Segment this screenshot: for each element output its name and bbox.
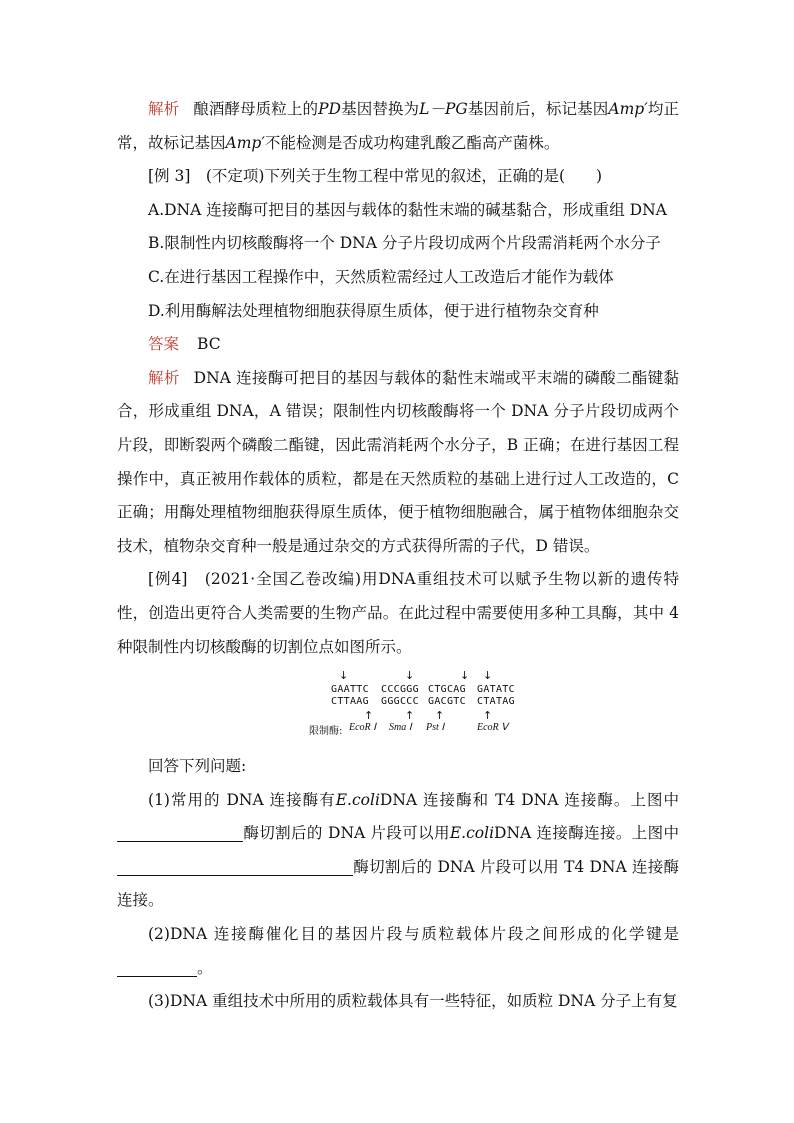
question-3: (3)DNA 重组技术中所用的质粒载体具有一些特征，如质粒 DNA 分子上有复: [148, 992, 678, 1011]
top-strand-ecorv: GATATC: [477, 684, 515, 696]
enzyme-smai: Sma Ⅰ: [389, 722, 412, 734]
top-strand-smai: CCCGGG: [381, 684, 419, 696]
top-strand-ecori: GAATTC: [331, 684, 369, 696]
bottom-strand-smai: GGGCCC: [381, 696, 419, 708]
analysis-paragraph-1: 解析 酿酒酵母质粒上的PD基因替换为L－PG基因前后，标记基因Amp′均正常，故标记基因Amp′不能检测是否成功构建乳酸乙酯高产菌株。: [117, 100, 679, 152]
option-c: C.在进行基因工程操作中，天然质粒需经过人工改造后才能作为载体: [148, 267, 614, 286]
cut-arrow-up: ↑: [435, 709, 445, 723]
cut-arrow-up: ↑: [364, 709, 374, 723]
question-2: (2)DNA 连接酶催化目的基因片段与质粒载体片段之间形成的化学键是。: [117, 918, 679, 985]
bottom-strand-ecori: CTTAAG: [331, 696, 369, 708]
cut-arrow-down: ↓: [460, 669, 470, 683]
cut-arrow-up: ↑: [483, 709, 493, 723]
document-content: [117, 93, 679, 1019]
analysis-label: 解析: [148, 100, 180, 118]
enzyme-label: 限制酶:: [309, 726, 343, 738]
enzyme-psti: Pst Ⅰ: [426, 722, 445, 734]
example-4-stem: [例4] (2021·全国乙卷改编)用DNA重组技术可以赋予生物以新的遗传特性，创造出更符合人类需要的生物产品。在此过程中需要使用多种工具酶，其中 4 种限制性内切核酸酶的切割位点如图所示。: [117, 570, 679, 656]
analysis-paragraph-2: 解析 DNA 连接酶可把目的基因与载体的黏性末端或平末端的磷酸二酯键黏合，形成重组 DNA，A 错误；限制性内切核酸酶将一个 DNA 分子片段切成两个片段，即断裂两个磷酸二酯键，因此需消耗两个水分子，B 正确；在进行基因工程操作中，真正被用作载体的质粒，都是在天然质粒的基础上进行过人工改造的，C 正确；用酶处理植物细胞获得原生质体，便于植物细胞融合，属于植物体细胞杂交技术，植物杂交育种一般是通过杂交的方式获得所需的子代，D 错误。: [117, 368, 679, 555]
answer-blank-3[interactable]: [117, 956, 197, 977]
enzyme-ecori: EcoR Ⅰ: [349, 722, 377, 734]
cut-arrow-down: ↓: [483, 669, 493, 683]
enzyme-ecorv: EcoR Ⅴ: [477, 722, 508, 734]
analysis-label: 解析: [148, 368, 180, 387]
cut-arrow-up: ↑: [405, 709, 415, 723]
option-a: A.DNA 连接酶可把目的基因与载体的黏性末端的碱基黏合，形成重组 DNA: [148, 200, 667, 219]
restriction-site-figure: [117, 670, 679, 736]
cut-arrow-down: ↓: [405, 669, 415, 683]
bottom-strand-psti: GACGTC: [428, 696, 466, 708]
question-1: (1)常用的 DNA 连接酶有E.coliDNA 连接酶和 T4 DNA 连接酶。上图中酶切割后的 DNA 片段可以用E.coliDNA 连接酶连接。上图中酶切割后的 DNA 片段可以用 T4 DNA 连接酶连接。: [117, 790, 680, 910]
option-b: B.限制性内切核酸酶将一个 DNA 分子片段切成两个片段需消耗两个水分子: [148, 234, 661, 253]
answer-blank-1[interactable]: [117, 821, 243, 842]
answer-label: 答案: [148, 335, 180, 354]
answer-value: BC: [197, 335, 221, 354]
top-strand-psti: CTGCAG: [428, 684, 466, 696]
answer-blank-2[interactable]: [117, 855, 353, 876]
answer-prompt: 回答下列问题:: [148, 757, 247, 776]
answer-line: [117, 328, 679, 362]
option-d: D.利用酶解法处理植物细胞获得原生质体，便于进行植物杂交育种: [148, 301, 599, 320]
cut-arrow-down: ↓: [339, 669, 349, 683]
bottom-strand-ecorv: CTATAG: [477, 696, 515, 708]
example-3-stem: [例 3] (不定项)下列关于生物工程中常见的叙述，正确的是( ): [148, 167, 603, 186]
